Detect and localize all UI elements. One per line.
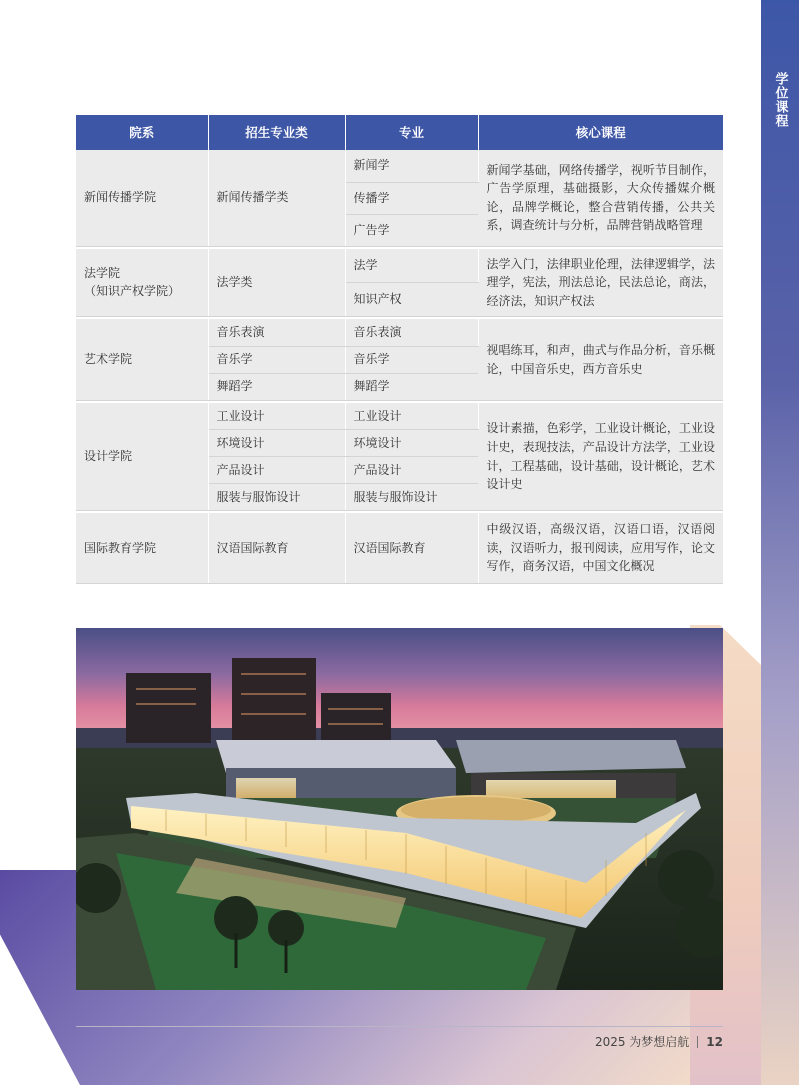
page-number: 12: [706, 1034, 723, 1049]
major-cell: 服装与服饰设计: [345, 484, 478, 511]
major-cell: 法学: [345, 249, 478, 283]
courses-cell: 新闻学基础，网络传播学，视听节目制作，广告学原理，基础摄影，大众传播媒介概论，品牌学概论，整合营销传播，公共关系，调查统计与分析，品牌营销战略管理: [478, 150, 723, 246]
table-row: [76, 249, 723, 283]
side-title: 学位课程: [772, 72, 788, 128]
major-cell: 舞蹈学: [345, 373, 478, 400]
major-cell: 音乐学: [345, 346, 478, 373]
category-cell: 产品设计: [208, 457, 345, 484]
table-row: [76, 513, 723, 583]
courses-cell: 中级汉语，高级汉语，汉语口语，汉语阅读，汉语听力，报刊阅读，应用写作，论文写作，商务汉语，中国文化概况: [478, 513, 723, 583]
category-cell: 新闻传播学类: [208, 150, 345, 246]
header-category: 招生专业类: [208, 115, 345, 150]
footer-divider: [76, 1026, 723, 1027]
category-cell: 汉语国际教育: [208, 513, 345, 583]
category-cell: 舞蹈学: [208, 373, 345, 400]
footer: [595, 1033, 723, 1050]
major-cell: 环境设计: [345, 430, 478, 457]
major-cell: 知识产权: [345, 283, 478, 317]
courses-cell: 法学入门，法律职业伦理，法律逻辑学，法理学，宪法，刑法总论，民法总论，商法，经济法，知识产权法: [478, 249, 723, 317]
footer-separator: [697, 1036, 698, 1048]
major-cell: 音乐表演: [345, 319, 478, 346]
footer-slogan: 2025 为梦想启航: [594, 1035, 690, 1049]
header-major: 专业: [345, 115, 478, 150]
college-cell: 艺术学院: [76, 319, 208, 400]
category-cell: 环境设计: [208, 430, 345, 457]
major-cell: 新闻学: [345, 150, 478, 182]
table-row: [76, 150, 723, 182]
campus-building-photo: [76, 628, 723, 990]
category-cell: 音乐学: [208, 346, 345, 373]
major-cell: 工业设计: [345, 403, 478, 430]
header-college: 院系: [76, 115, 208, 150]
major-cell: 产品设计: [345, 457, 478, 484]
category-cell: 工业设计: [208, 403, 345, 430]
table-row: [76, 403, 723, 430]
side-band: [761, 0, 799, 1085]
college-cell: 新闻传播学院: [76, 150, 208, 246]
header-courses: 核心课程: [478, 115, 723, 150]
college-cell: 设计学院: [76, 403, 208, 511]
major-cell: 传播学: [345, 182, 478, 214]
major-cell: 汉语国际教育: [345, 513, 478, 583]
category-cell: 法学类: [208, 249, 345, 317]
courses-cell: 设计素描，色彩学，工业设计概论，工业设计史，表现技法，产品设计方法学，工业设计，工程基础，设计基础，设计概论，艺术设计史: [478, 403, 723, 511]
college-cell: 国际教育学院: [76, 513, 208, 583]
category-cell: 音乐表演: [208, 319, 345, 346]
table-header-row: [76, 115, 723, 150]
major-cell: 广告学: [345, 214, 478, 246]
courses-cell: 视唱练耳，和声，曲式与作品分析，音乐概论，中国音乐史，西方音乐史: [478, 319, 723, 400]
college-cell: 法学院 （知识产权学院）: [76, 249, 208, 317]
table-row: [76, 319, 723, 346]
category-cell: 服装与服饰设计: [208, 484, 345, 511]
course-table: [76, 115, 723, 584]
